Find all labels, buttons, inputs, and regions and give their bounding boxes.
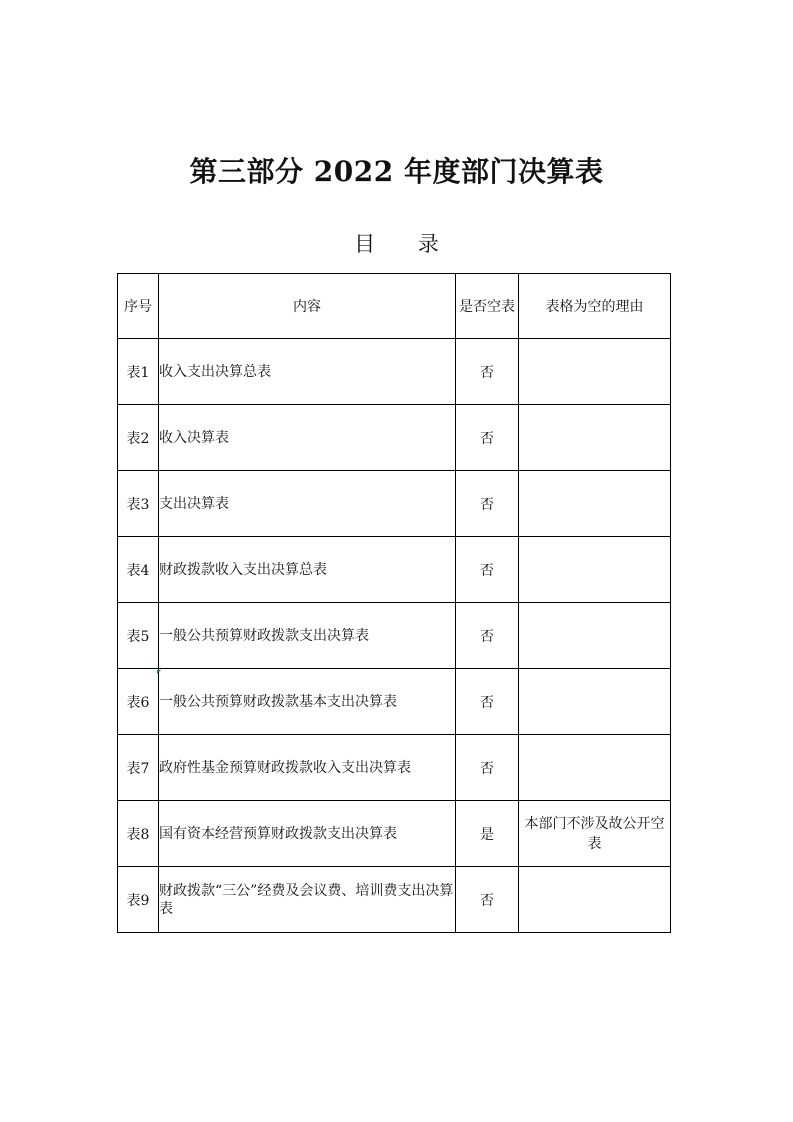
row-content: 一般公共预算财政拨款基本支出决算表 xyxy=(159,669,456,735)
row-content: 收入支出决算总表 xyxy=(159,339,456,405)
row-seq: 表6 xyxy=(118,669,159,735)
contents-table xyxy=(117,273,671,933)
page-title: 第三部分 2022 年度部门决算表 xyxy=(189,155,604,188)
row-is-empty: 否 xyxy=(456,669,519,735)
table-row xyxy=(118,801,671,867)
row-seq: 表2 xyxy=(118,405,159,471)
row-content: 国有资本经营预算财政拨款支出决算表 xyxy=(159,801,456,867)
row-content: 一般公共预算财政拨款支出决算表 xyxy=(159,603,456,669)
row-content: 支出决算表 xyxy=(159,471,456,537)
row-is-empty: 否 xyxy=(456,735,519,801)
row-is-empty: 是 xyxy=(456,801,519,867)
header-reason: 表格为空的理由 xyxy=(519,274,671,339)
table-header-row xyxy=(118,274,671,339)
header-content: 内容 xyxy=(159,274,456,339)
row-reason: 本部门不涉及故公开空表 xyxy=(519,801,671,867)
row-content: 收入决算表 xyxy=(159,405,456,471)
row-is-empty: 否 xyxy=(456,339,519,405)
row-seq: 表9 xyxy=(118,867,159,933)
table-row xyxy=(118,405,671,471)
row-content: 政府性基金预算财政拨款收入支出决算表 xyxy=(159,735,456,801)
row-reason xyxy=(519,867,671,933)
table-row xyxy=(118,867,671,933)
row-reason xyxy=(519,537,671,603)
row-is-empty: 否 xyxy=(456,471,519,537)
table-row xyxy=(118,669,671,735)
row-reason xyxy=(519,735,671,801)
row-seq: 表4 xyxy=(118,537,159,603)
row-reason xyxy=(519,669,671,735)
row-reason xyxy=(519,603,671,669)
row-seq: 表1 xyxy=(118,339,159,405)
table-row xyxy=(118,537,671,603)
row-reason xyxy=(519,471,671,537)
header-is-empty: 是否空表 xyxy=(456,274,519,339)
row-content: 财政拨款“三公”经费及会议费、培训费支出决算表 xyxy=(159,867,456,933)
row-seq: 表7 xyxy=(118,735,159,801)
row-seq: 表5 xyxy=(118,603,159,669)
row-is-empty: 否 xyxy=(456,405,519,471)
table-row xyxy=(118,339,671,405)
row-reason xyxy=(519,339,671,405)
row-content: 财政拨款收入支出决算总表 xyxy=(159,537,456,603)
row-is-empty: 否 xyxy=(456,603,519,669)
cell-comment-marker xyxy=(157,670,161,674)
table-row xyxy=(118,735,671,801)
table-row xyxy=(118,471,671,537)
row-seq: 表3 xyxy=(118,471,159,537)
table-of-contents-heading: 目 录 xyxy=(354,232,457,256)
row-is-empty: 否 xyxy=(456,867,519,933)
header-seq: 序号 xyxy=(118,274,159,339)
row-seq: 表8 xyxy=(118,801,159,867)
row-is-empty: 否 xyxy=(456,537,519,603)
row-reason xyxy=(519,405,671,471)
table-row xyxy=(118,603,671,669)
